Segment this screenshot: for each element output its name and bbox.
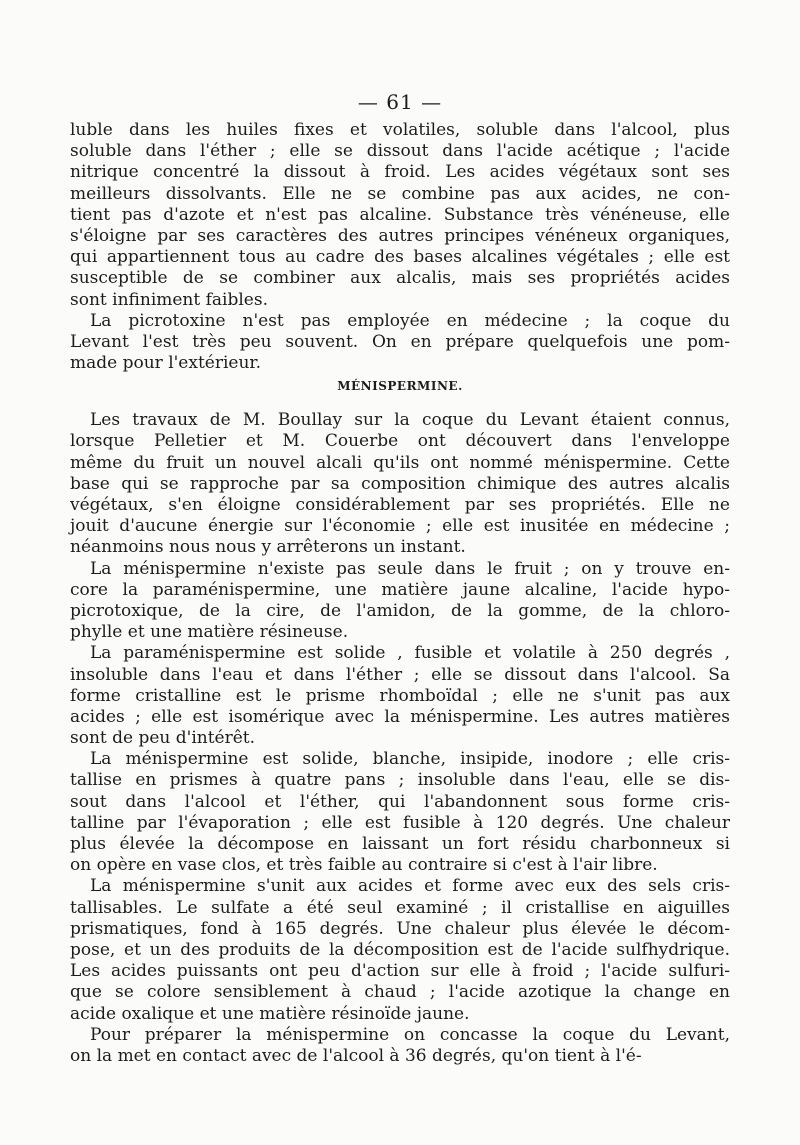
text-line: Les travaux de M. Boullay sur la coque du Levant étaient connus, [90, 410, 730, 431]
text-line: core la paraménispermine, une matière jaune alcaline, l'acide hypo- [70, 579, 730, 600]
text-line: La ménispermine n'existe pas seule dans le fruit ; on y trouve en- [90, 558, 730, 579]
paragraph [70, 1025, 730, 1067]
text-line: soluble dans l'éther ; elle se dissout dans l'acide acétique ; l'acide [70, 141, 730, 162]
text-line: nitrique concentré la dissout à froid. Les acides végétaux sont ses [70, 162, 730, 183]
text-line: made pour l'extérieur. [70, 353, 262, 374]
text-line: base qui se rapproche par sa composition chimique des autres alcalis [70, 473, 730, 494]
text-line: même du fruit un nouvel alcali qu'ils ont nommé ménispermine. Cette [70, 452, 730, 473]
text-line: néanmoins nous nous y arrêterons un instant. [70, 537, 466, 558]
text-line: Les acides puissants ont peu d'action sur elle à froid ; l'acide sulfuri- [70, 961, 730, 982]
body-text [70, 120, 730, 1067]
text-line: qui appartiennent tous au cadre des bases alcalines végétales ; elle est [70, 247, 730, 268]
text-line: susceptible de se combiner aux alcalis, mais ses propriétés acides [70, 268, 730, 289]
text-line: végétaux, s'en éloigne considérablement par ses propriétés. Elle ne [70, 495, 730, 515]
text-line: sont de peu d'intérêt. [70, 728, 256, 749]
paragraph [70, 410, 730, 558]
paragraph [70, 311, 730, 375]
paragraph [70, 120, 730, 311]
text-line: acide oxalique et une matière résinoïde jaune. [70, 1003, 470, 1024]
text-line: phylle et une matière résineuse. [70, 622, 349, 643]
text-line: prismatiques, fond à 165 degrés. Une chaleur plus élevée le décom- [70, 918, 730, 939]
text-line: on la met en contact avec de l'alcool à 36 degrés, qu'on tient à l'é- [70, 1045, 642, 1066]
text-line: acides ; elle est isomérique avec la ménispermine. Les autres matières [70, 706, 730, 727]
text-line: La picrotoxine n'est pas employée en médecine ; la coque du [90, 310, 730, 331]
paragraph [70, 643, 730, 749]
text-line: La paraménispermine est solide , fusible et volatile à 250 degrés , [90, 643, 730, 664]
text-line: on opère en vase clos, et très faible au contraire si c'est à l'air libre. [70, 855, 658, 876]
text-line: insoluble dans l'eau et dans l'éther ; elle se dissout dans l'alcool. Sa [70, 664, 730, 685]
text-line: que se colore sensiblement à chaud ; l'acide azotique la change en [70, 982, 730, 1003]
text-line: luble dans les huiles fixes et volatiles, soluble dans l'alcool, plus [70, 120, 730, 140]
text-line: La ménispermine est solide, blanche, insipide, inodore ; elle cris- [90, 749, 730, 770]
heading-gap [70, 400, 730, 410]
paragraph [70, 876, 730, 1024]
section-heading: MÉNISPERMINE. [337, 379, 463, 394]
text-line: picrotoxique, de la cire, de l'amidon, de la gomme, de la chloro- [70, 600, 730, 621]
text-line: talline par l'évaporation ; elle est fusible à 120 degrés. Une chaleur [70, 812, 730, 833]
text-line: Pour préparer la ménispermine on concasse la coque du Levant, [90, 1024, 730, 1045]
page-number: — 61 — [357, 90, 443, 114]
text-line: tallise en prismes à quatre pans ; insoluble dans l'eau, elle se dis- [70, 770, 730, 791]
paragraph [70, 559, 730, 644]
text-line: La ménispermine s'unit aux acides et forme avec eux des sels cris- [90, 876, 730, 897]
text-line: jouit d'aucune énergie sur l'économie ; elle est inusitée en médecine ; [70, 516, 730, 537]
paragraph [70, 749, 730, 876]
text-line: tient pas d'azote et n'est pas alcaline. Substance très vénéneuse, elle [70, 204, 730, 225]
text-line: forme cristalline est le prisme rhomboïdal ; elle ne s'unit pas aux [70, 685, 730, 706]
text-line: sont infiniment faibles. [70, 289, 268, 310]
text-line: sout dans l'alcool et l'éther, qui l'abandonnent sous forme cris- [70, 791, 730, 812]
text-line: lorsque Pelletier et M. Couerbe ont découvert dans l'enveloppe [70, 431, 730, 452]
text-line: s'éloigne par ses caractères des autres principes vénéneux organiques, [70, 225, 730, 246]
text-line: tallisables. Le sulfate a été seul examiné ; il cristallise en aiguilles [70, 897, 730, 918]
text-line: plus élevée la décompose en laissant un fort résidu charbonneux si [70, 834, 730, 854]
text-line: meilleurs dissolvants. Elle ne se combine pas aux acides, ne con- [70, 183, 730, 204]
text-line: pose, et un des produits de la décomposition est de l'acide sulfhydrique. [70, 939, 730, 960]
text-line: Levant l'est très peu souvent. On en prépare quelquefois une pom- [70, 331, 730, 352]
